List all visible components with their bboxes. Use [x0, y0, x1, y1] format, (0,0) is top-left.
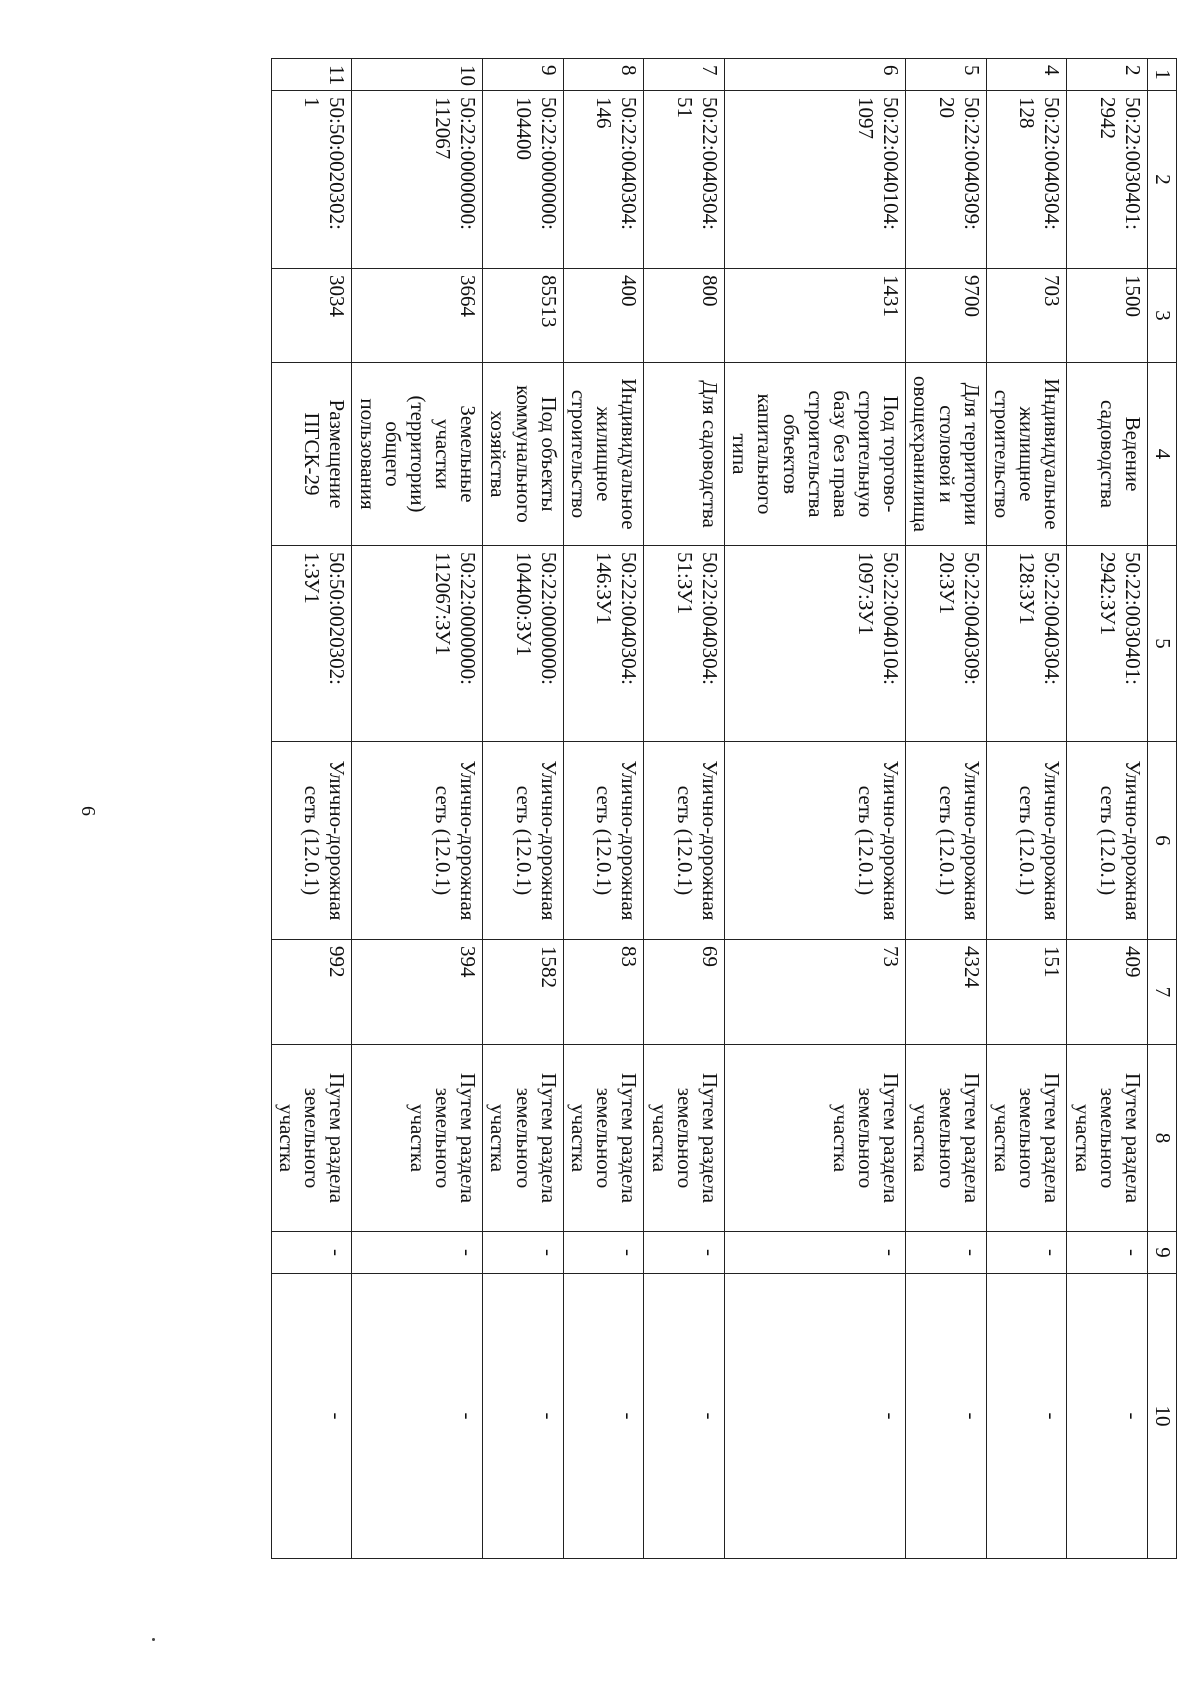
column-header: 6	[1148, 742, 1177, 940]
table-cell-col-1: 11	[271, 59, 352, 91]
table-cell-col-2: 50:22:0040304: 146	[563, 91, 644, 269]
table-cell-col-10: -	[644, 1274, 725, 1559]
table-cell-col-6: Улично-дорожная сеть (12.0.1)	[352, 742, 483, 940]
table-cell-col-4: Размещение ПГСК-29	[271, 363, 352, 546]
table-cell-col-7: 409	[1067, 940, 1148, 1045]
table-cell-col-3: 800	[644, 269, 725, 363]
table-cell-col-7: 151	[986, 940, 1067, 1045]
table-cell-col-8: Путем раздела земельного участка	[906, 1045, 987, 1232]
table-cell-col-9: -	[563, 1232, 644, 1274]
table-cell-col-6: Улично-дорожная сеть (12.0.1)	[483, 742, 564, 940]
table-cell-col-5: 50:22:0040304: 128:ЗУ1	[986, 546, 1067, 742]
table-cell-col-9: -	[725, 1232, 906, 1274]
table-cell-col-10: -	[725, 1274, 906, 1559]
table-row	[644, 59, 725, 1559]
table-cell-col-2: 50:22:0040304: 51	[644, 91, 725, 269]
table-row	[563, 59, 644, 1559]
table-cell-col-1: 5	[906, 59, 987, 91]
table-cell-col-5: 50:22:0040309: 20:ЗУ1	[906, 546, 987, 742]
table-cell-col-10: -	[906, 1274, 987, 1559]
table-cell-col-1: 10	[352, 59, 483, 91]
table-cell-col-3: 3664	[352, 269, 483, 363]
table-cell-col-7: 4324	[906, 940, 987, 1045]
table-cell-col-1: 7	[644, 59, 725, 91]
table-cell-col-3: 9700	[906, 269, 987, 363]
column-header: 9	[1148, 1232, 1177, 1274]
table-cell-col-10: -	[986, 1274, 1067, 1559]
table-cell-col-9: -	[352, 1232, 483, 1274]
table-cell-col-2: 50:22:0040304: 128	[986, 91, 1067, 269]
table-cell-col-8: Путем раздела земельного участка	[725, 1045, 906, 1232]
table-cell-col-10: -	[271, 1274, 352, 1559]
table-cell-col-4: Ведение садоводства	[1067, 363, 1148, 546]
table-cell-col-8: Путем раздела земельного участка	[483, 1045, 564, 1232]
table-cell-col-4: Для садоводства	[644, 363, 725, 546]
table-cell-col-3: 1500	[1067, 269, 1148, 363]
table-cell-col-5: 50:22:0000000: 112067:ЗУ1	[352, 546, 483, 742]
table-cell-col-6: Улично-дорожная сеть (12.0.1)	[725, 742, 906, 940]
table-cell-col-4: Под торгово- строительную базу без права строительства объектов капитального типа	[725, 363, 906, 546]
table-cell-col-6: Улично-дорожная сеть (12.0.1)	[906, 742, 987, 940]
table-cell-col-9: -	[1067, 1232, 1148, 1274]
table-cell-col-2: 50:22:0000000: 112067	[352, 91, 483, 269]
table-cell-col-1: 2	[1067, 59, 1148, 91]
column-header: 1	[1148, 59, 1177, 91]
table-cell-col-4: Для территории столовой и овощехранилища	[906, 363, 987, 546]
table-cell-col-5: 50:22:0040304: 146:ЗУ1	[563, 546, 644, 742]
table-cell-col-1: 8	[563, 59, 644, 91]
table-cell-col-4: Индивидуальное жилищное строительство	[563, 363, 644, 546]
table-cell-col-3: 3034	[271, 269, 352, 363]
table-cell-col-9: -	[986, 1232, 1067, 1274]
column-header: 10	[1148, 1274, 1177, 1559]
table-cell-col-5: 50:22:0040304: 51:ЗУ1	[644, 546, 725, 742]
table-cell-col-2: 50:22:0040104: 1097	[725, 91, 906, 269]
table-cell-col-2: 50:22:0030401: 2942	[1067, 91, 1148, 269]
table-cell-col-1: 4	[986, 59, 1067, 91]
table-cell-col-6: Улично-дорожная сеть (12.0.1)	[644, 742, 725, 940]
table-cell-col-8: Путем раздела земельного участка	[644, 1045, 725, 1232]
table-cell-col-4: Индивидуальное жилищное строительство	[986, 363, 1067, 546]
table-cell-col-6: Улично-дорожная сеть (12.0.1)	[1067, 742, 1148, 940]
table-cell-col-5: 50:22:0040104: 1097:ЗУ1	[725, 546, 906, 742]
land-plot-table-rotated	[112, 58, 1177, 1558]
table-cell-col-2: 50:22:0040309: 20	[906, 91, 987, 269]
table-cell-col-10: -	[1067, 1274, 1148, 1559]
table-cell-col-7: 83	[563, 940, 644, 1045]
table-cell-col-5: 50:22:0000000: 104400:ЗУ1	[483, 546, 564, 742]
column-header: 4	[1148, 363, 1177, 546]
column-header: 7	[1148, 940, 1177, 1045]
table-cell-col-8: Путем раздела земельного участка	[563, 1045, 644, 1232]
table-cell-col-10: -	[483, 1274, 564, 1559]
table-cell-col-3: 85513	[483, 269, 564, 363]
table-cell-col-6: Улично-дорожная сеть (12.0.1)	[563, 742, 644, 940]
table-row	[352, 59, 483, 1559]
table-cell-col-7: 992	[271, 940, 352, 1045]
table-cell-col-10: -	[352, 1274, 483, 1559]
column-header: 8	[1148, 1045, 1177, 1232]
table-row	[725, 59, 906, 1559]
table-cell-col-7: 1582	[483, 940, 564, 1045]
table-cell-col-7: 69	[644, 940, 725, 1045]
table-cell-col-4: Земельные участки (территории) общего пользования	[352, 363, 483, 546]
table-row	[1067, 59, 1148, 1559]
table-cell-col-6: Улично-дорожная сеть (12.0.1)	[986, 742, 1067, 940]
table-cell-col-7: 73	[725, 940, 906, 1045]
column-header: 5	[1148, 546, 1177, 742]
page-number: 6	[77, 806, 99, 816]
land-plot-table	[271, 58, 1177, 1559]
column-header: 2	[1148, 91, 1177, 269]
header-row	[1148, 59, 1177, 1559]
scan-speck	[152, 1638, 155, 1641]
table-cell-col-4: Под объекты коммунального хозяйства	[483, 363, 564, 546]
table-cell-col-2: 50:22:0000000: 104400	[483, 91, 564, 269]
table-cell-col-5: 50:50:0020302: 1:ЗУ1	[271, 546, 352, 742]
table-cell-col-1: 6	[725, 59, 906, 91]
table-cell-col-8: Путем раздела земельного участка	[352, 1045, 483, 1232]
table-cell-col-3: 1431	[725, 269, 906, 363]
table-cell-col-8: Путем раздела земельного участка	[1067, 1045, 1148, 1232]
table-cell-col-2: 50:50:0020302: 1	[271, 91, 352, 269]
table-row	[483, 59, 564, 1559]
table-cell-col-10: -	[563, 1274, 644, 1559]
table-row	[271, 59, 352, 1559]
table-row	[906, 59, 987, 1559]
table-cell-col-3: 400	[563, 269, 644, 363]
table-cell-col-9: -	[483, 1232, 564, 1274]
table-cell-col-5: 50:22:0030401: 2942:ЗУ1	[1067, 546, 1148, 742]
table-cell-col-6: Улично-дорожная сеть (12.0.1)	[271, 742, 352, 940]
table-cell-col-9: -	[271, 1232, 352, 1274]
table-cell-col-1: 9	[483, 59, 564, 91]
table-cell-col-3: 703	[986, 269, 1067, 363]
table-cell-col-8: Путем раздела земельного участка	[986, 1045, 1067, 1232]
table-row	[986, 59, 1067, 1559]
table-cell-col-8: Путем раздела земельного участка	[271, 1045, 352, 1232]
table-cell-col-9: -	[644, 1232, 725, 1274]
column-header: 3	[1148, 269, 1177, 363]
table-cell-col-7: 394	[352, 940, 483, 1045]
table-cell-col-9: -	[906, 1232, 987, 1274]
